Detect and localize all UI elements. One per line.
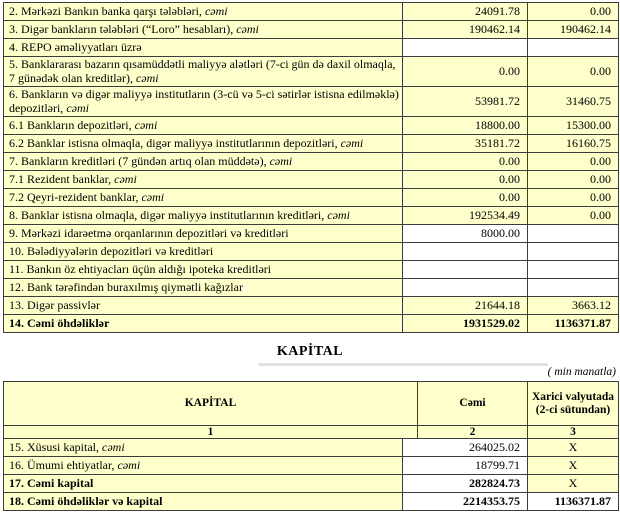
row-value-total: 2214353.75 (403, 493, 528, 511)
row-label (4, 3, 403, 21)
table-row (4, 315, 619, 333)
row-label (4, 135, 403, 153)
row-value-foreign (528, 39, 619, 57)
row-value-foreign: 0.00 (528, 171, 619, 189)
row-value-total: 0.00 (403, 189, 528, 207)
table-row (4, 243, 619, 261)
row-label-text: 8. Banklar istisna olmaqla, digər maliyyə institutlarının kreditləri, (9, 207, 328, 222)
row-label-suffix: cəmi (204, 3, 228, 18)
row-value-total: 24091.78 (403, 3, 528, 21)
row-label-text: 14. Cəmi öhdəliklər (9, 315, 110, 330)
table-row (4, 439, 619, 457)
table-row (4, 475, 619, 493)
row-value-total (403, 279, 528, 297)
row-label-text: 12. Bank tərəfindən buraxılmış qiymətli kağızlar (9, 279, 243, 294)
row-value-foreign: 0.00 (528, 189, 619, 207)
table-row (4, 117, 619, 135)
row-label-suffix: cəmi (102, 439, 125, 454)
table-row (4, 57, 619, 87)
table-row (4, 171, 619, 189)
row-value-total: 282824.73 (403, 475, 528, 493)
table-row (4, 457, 619, 475)
row-label (4, 87, 403, 117)
capital-section-title: KAPİTAL (276, 344, 344, 359)
row-label (4, 225, 403, 243)
row-label (4, 261, 403, 279)
row-value-total: 0.00 (403, 57, 528, 87)
scan-artifact (258, 363, 548, 366)
capital-index-3: 3 (528, 426, 619, 439)
capital-index-row (4, 426, 619, 439)
capital-table (3, 381, 619, 511)
table-row (4, 3, 619, 21)
row-label-suffix: cəmi (269, 153, 293, 168)
table-row (4, 135, 619, 153)
capital-table-body (4, 382, 619, 511)
row-value-total: 18799.71 (403, 457, 528, 475)
row-value-foreign: 16160.75 (528, 135, 619, 153)
row-value-foreign: 0.00 (528, 57, 619, 87)
row-value-foreign: X (528, 475, 619, 493)
table-row (4, 279, 619, 297)
row-label-text: 6. Bankların və digər maliyyə institutların (3-cü və 5-ci sətirlər istisna edilməklə) depozitləri, (9, 87, 399, 115)
table-row (4, 225, 619, 243)
row-label-text: 4. REPO əməliyyatları üzrə (9, 39, 142, 54)
row-label (4, 153, 403, 171)
row-value-foreign: 15300.00 (528, 117, 619, 135)
row-label-text: 13. Digər passivlər (9, 297, 100, 312)
table-row (4, 39, 619, 57)
row-value-total: 8000.00 (403, 225, 528, 243)
row-label-text: 16. Ümumi ehtiyatlar, (9, 457, 118, 472)
table-row (4, 493, 619, 511)
row-label-text: 2. Mərkəzi Bankın banka qarşı tələbləri, (9, 3, 205, 18)
row-label-text: 6.2 Banklar istisna olmaqla, digər maliyyə institutlarının depozitləri, (9, 135, 341, 150)
table-row (4, 297, 619, 315)
row-label-suffix: cəmi (141, 189, 165, 204)
row-label (4, 57, 403, 87)
row-label-text: 5. Banklararası bazarın qısamüddətli maliyyə alətləri (7-ci gün də daxil olmaqla, 7 günədək olan kreditlər), (9, 57, 396, 85)
row-label-text: 7.1 Rezident banklar, (9, 171, 115, 186)
row-label-text: 17. Cəmi kapital (9, 475, 94, 490)
row-value-foreign (528, 279, 619, 297)
table-row (4, 261, 619, 279)
row-label-suffix: cəmi (66, 100, 89, 115)
capital-header-col3: Xarici valyutada (2-ci sütundan) (528, 382, 619, 426)
row-label (4, 493, 403, 511)
capital-index-1: 1 (4, 426, 418, 439)
capital-header-row (4, 382, 619, 426)
row-label-suffix: cəmi (114, 171, 137, 186)
row-label (4, 457, 403, 475)
row-label (4, 297, 403, 315)
row-label-text: 11. Bankın öz ehtiyacları üçün aldığı ipoteka kreditləri (9, 261, 272, 276)
row-label (4, 279, 403, 297)
row-label (4, 243, 403, 261)
capital-header-col1: KAPİTAL (4, 382, 418, 426)
row-value-foreign: 0.00 (528, 3, 619, 21)
row-label-text: 7. Bankların kreditləri (7 gündən artıq olan müddətə), (9, 153, 270, 168)
row-label-suffix: cəmi (117, 457, 141, 472)
row-value-foreign: 3663.12 (528, 297, 619, 315)
row-value-total: 18800.00 (403, 117, 528, 135)
row-label-suffix: cəmi (236, 21, 259, 36)
row-label-text: 6.1 Bankların depozitləri, (9, 117, 135, 132)
row-label (4, 207, 403, 225)
row-label-suffix: cəmi (327, 207, 350, 222)
row-value-foreign (528, 261, 619, 279)
row-value-total: 264025.02 (403, 439, 528, 457)
row-value-total: 192534.49 (403, 207, 528, 225)
row-value-total: 0.00 (403, 171, 528, 189)
row-value-foreign: 0.00 (528, 207, 619, 225)
row-value-foreign: X (528, 439, 619, 457)
row-value-total: 190462.14 (403, 21, 528, 39)
capital-header-col2: Cəmi (418, 382, 528, 426)
row-value-total: 21644.18 (403, 297, 528, 315)
row-value-total: 35181.72 (403, 135, 528, 153)
row-value-foreign: 1136371.87 (528, 493, 619, 511)
row-label-text: 10. Bələdiyyələrin depozitləri və kreditləri (9, 243, 214, 258)
row-label-suffix: cəmi (135, 70, 159, 85)
row-value-total: 0.00 (403, 153, 528, 171)
row-label-text: 3. Digər bankların tələbləri (“Loro” hesabları), (9, 21, 237, 36)
row-value-total (403, 243, 528, 261)
row-label (4, 189, 403, 207)
liabilities-table (3, 2, 619, 333)
row-value-foreign (528, 225, 619, 243)
liabilities-table-body (4, 3, 619, 333)
row-label (4, 475, 403, 493)
capital-index-2: 2 (418, 426, 528, 439)
row-label-suffix: cəmi (134, 117, 158, 132)
unit-note: ( min manatla) (547, 366, 616, 378)
row-label (4, 439, 403, 457)
row-label (4, 39, 403, 57)
row-value-foreign (528, 243, 619, 261)
row-value-total (403, 261, 528, 279)
table-row (4, 189, 619, 207)
row-label-text: 18. Cəmi öhdəliklər və kapital (9, 493, 163, 508)
row-value-foreign: 31460.75 (528, 87, 619, 117)
row-label (4, 315, 403, 333)
row-label-suffix: cəmi (340, 135, 364, 150)
row-label (4, 171, 403, 189)
row-label-text: 15. Xüsusi kapital, (9, 439, 102, 454)
row-value-total: 53981.72 (403, 87, 528, 117)
row-label-text: 9. Mərkəzi idarəetmə orqanlarının depozitləri və kreditləri (9, 225, 289, 240)
row-value-foreign: 1136371.87 (528, 315, 619, 333)
table-row (4, 153, 619, 171)
table-row (4, 21, 619, 39)
row-label (4, 21, 403, 39)
row-value-total: 1931529.02 (403, 315, 528, 333)
row-label-text: 7.2 Qeyri-rezident banklar, (9, 189, 142, 204)
table-row (4, 207, 619, 225)
row-value-foreign: X (528, 457, 619, 475)
row-value-foreign: 0.00 (528, 153, 619, 171)
row-value-total (403, 39, 528, 57)
row-label (4, 117, 403, 135)
row-value-foreign: 190462.14 (528, 21, 619, 39)
table-row (4, 87, 619, 117)
